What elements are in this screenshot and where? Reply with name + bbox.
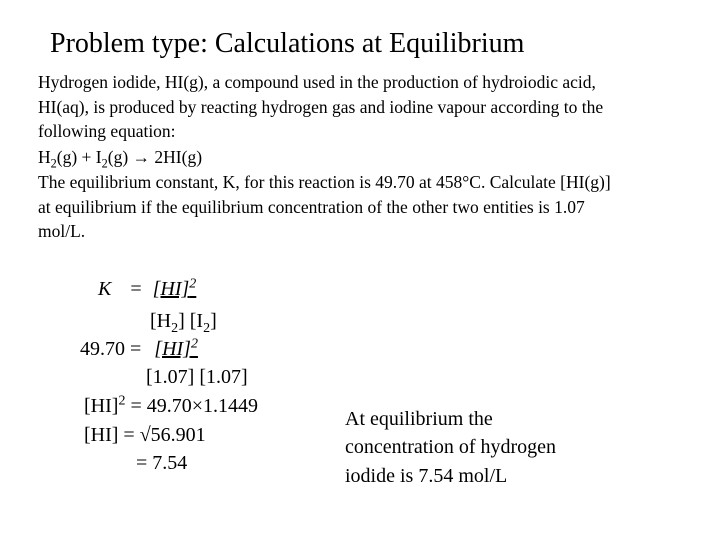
- k-denominator: $[H_2]$ $[I_2]$: [150, 310, 217, 336]
- problem-line-5: at equilibrium if the equilibrium concentration of the other two entities is 1.07: [38, 197, 585, 217]
- step-square-root: [HI] = √56.901: [84, 424, 206, 446]
- step-multiply: [HI]$^2$ = 49.70×1.1449: [84, 393, 258, 417]
- problem-line-2: HI(aq), is produced by reacting hydrogen gas and iodine vapour according to the: [38, 97, 604, 117]
- step-result: = 7.54: [136, 452, 188, 474]
- substituted-expression: 49.70 = [HI]$^2$: [80, 336, 198, 360]
- problem-line-6: mol/L.: [38, 221, 86, 241]
- problem-line-1: Hydrogen iodide, HI(g), a compound used in the production of hydroiodic acid,: [38, 72, 596, 92]
- answer-line-3: iodide is 7.54 mol/L: [345, 465, 508, 487]
- answer-line-1: At equilibrium the: [345, 408, 493, 430]
- page-title: Problem type: Calculations at Equilibrium: [50, 28, 525, 59]
- problem-line-4: The equilibrium constant, K, for this reaction is 49.70 at 458°C. Calculate [HI(g)]: [38, 172, 611, 192]
- k-expression: K = [HI]$^2$: [98, 276, 197, 300]
- answer-line-2: concentration of hydrogen: [345, 436, 557, 458]
- substituted-denominator: [1.07] [1.07]: [146, 366, 248, 388]
- reaction-equation: $H_2(g) + I_2(g) \to 2HI(g)$: [38, 147, 203, 171]
- problem-line-3: following equation:: [38, 121, 176, 141]
